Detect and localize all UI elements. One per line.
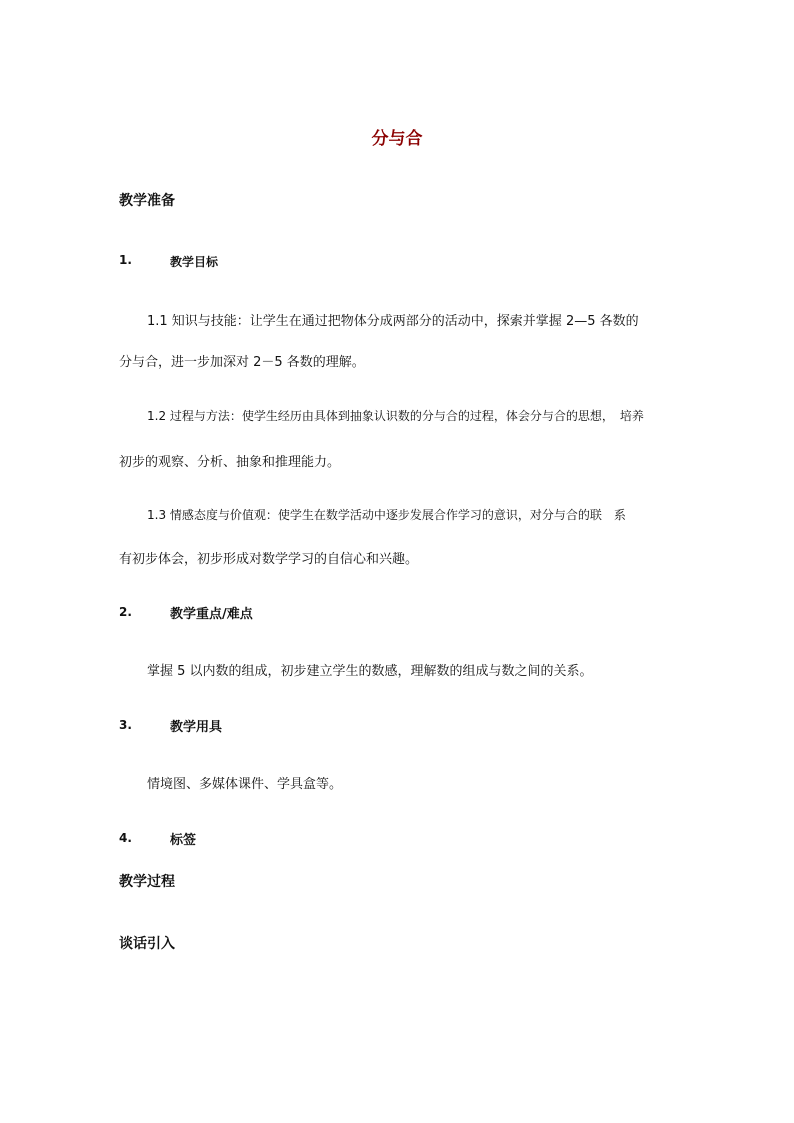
section-heading-intro: 谈话引入 <box>119 936 175 952</box>
item-1-number: 1. <box>119 253 132 267</box>
item-4-label: 标签 <box>170 833 197 848</box>
paragraph-1-2-line2: 初步的观察、分析、抽象和推理能力。 <box>119 455 341 470</box>
paragraph-1-2-line1: 1.2 过程与方法：使学生经历由具体到抽象认识数的分与合的过程，体会分与合的思想， 培养 <box>147 409 644 423</box>
item-3-label: 教学用具 <box>170 720 223 735</box>
paragraph-1-1-line2: 分与合，进一步加深对 2－5 各数的理解。 <box>119 355 365 370</box>
document-title: 分与合 <box>371 129 423 149</box>
section-heading-process: 教学过程 <box>119 874 175 890</box>
section-heading-prep: 教学准备 <box>119 193 175 209</box>
paragraph-1-3-line2: 有初步体会，初步形成对数学学习的自信心和兴趣。 <box>119 552 419 567</box>
item-3-text: 情境图、多媒体课件、学具盒等。 <box>147 777 343 792</box>
paragraph-1-3-line1: 1.3 情感态度与价值观：使学生在数学活动中逐步发展合作学习的意识，对分与合的联 系 <box>147 508 626 522</box>
item-1-label: 教学目标 <box>170 255 219 269</box>
paragraph-1-1-line1: 1.1 知识与技能：让学生在通过把物体分成两部分的活动中，探索并掌握 2—5 各数的 <box>147 314 639 329</box>
item-2-label: 教学重点/难点 <box>170 607 253 622</box>
item-2-number: 2. <box>119 605 132 619</box>
item-4-number: 4. <box>119 831 132 845</box>
item-3-number: 3. <box>119 718 132 732</box>
item-2-text: 掌握 5 以内数的组成，初步建立学生的数感，理解数的组成与数之间的关系。 <box>147 664 593 679</box>
